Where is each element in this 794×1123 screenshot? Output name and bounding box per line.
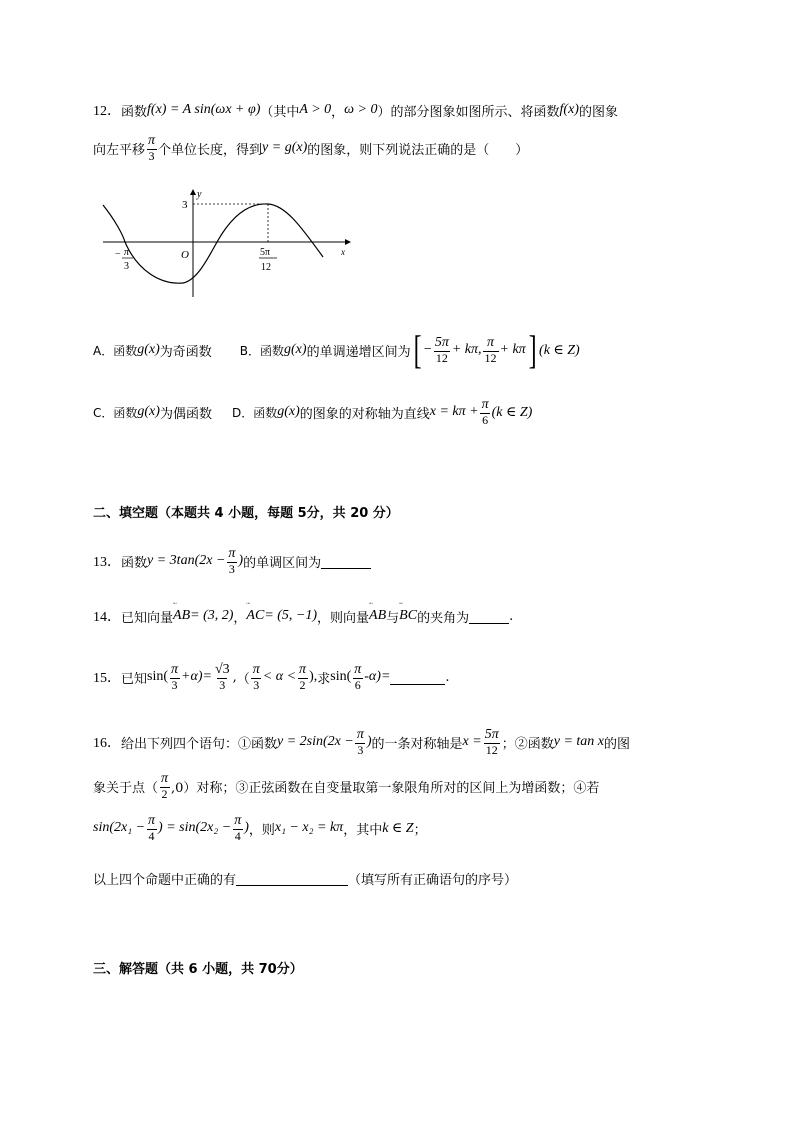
q14: 14． 已知向量 ᵕᵕ AB = (3, 2) ， ᵕᵕ AC = (5, −1) ，则向量 ᵕᵕ AB 与 ᵕᵕ BC 的夹角为 . (93, 606, 513, 626)
q15: 15． 已知 sin( $\frac{\pi}{3}$ +α)= $\frac{√3}{3}$ , （ $\frac{\pi}{3}$ < α < $\frac{\pi}{2}$ ), 求 sin( $\frac{\pi}{6}$ -α)= . (93, 662, 450, 692)
x-axis-arrow-icon (345, 239, 351, 245)
y-axis-arrow-icon (190, 189, 196, 195)
q16-line3: sin(2x₁ − $\frac{\pi}{4}$ ) = sin(2x₂ − $\frac{\pi}{4}$ ) ，则 x₁ − x₂ = kπ ，其中 k ∈ Z ； (93, 813, 427, 843)
options-cd: C．函数 g(x) 为偶函数 D．函数 g(x) 的图象的对称轴为直线 x = kπ + $\frac{\pi}{6}$ (k ∈ Z) (93, 397, 533, 427)
options-ab: A．函数 g(x) 为奇函数 B．函数 g(x) 的单调递增区间为 [ − $\frac{5\pi}{12}$ + kπ, $\frac{\pi}{12}$ + kπ ] (k ∈ Z) (93, 327, 580, 372)
q16-line2: 象关于点（ $\frac{\pi}{2}$ ,0）对称；③正弦函数在自变量取第一象限角所对的区间上为增函数；④若 (93, 771, 600, 801)
y-axis-label: y (197, 189, 202, 200)
section3-title: 三、解答题（共 6 小题，共 70分） (93, 962, 303, 977)
q13-answer-blank[interactable] (321, 554, 371, 569)
left-tick-num: π (124, 247, 130, 258)
sine-graph (95, 185, 365, 300)
q15-answer-blank[interactable] (390, 670, 445, 685)
left-tick-den: 3 (124, 261, 129, 272)
right-tick-den: 12 (261, 262, 271, 273)
q16-answer-blank[interactable] (236, 871, 348, 886)
q16-line4: 以上四个命题中正确的有 （填写所有正确语句的序号） (93, 873, 518, 888)
sine-curve (103, 204, 323, 283)
q12-line1: 12． 函数 f(x) = A sin(ωx + φ) （其中 A > 0 ， ω > 0 ）的部分图象如图所示、将函数 f(x) 的图象 (93, 102, 618, 120)
right-tick-num: 5π (260, 247, 271, 258)
y-max-label: 3 (182, 199, 188, 211)
q12-line2: 向左平移 $\frac{\pi}{3}$ 个单位长度，得到 y = g(x) 的图象，则下列说法正确的是（ ） (93, 133, 529, 163)
x-axis-label: x (341, 247, 345, 257)
left-tick-sign: − (115, 249, 121, 260)
q13: 13． 函数 y = 3tan(2x − $\frac{\pi}{3}$ ) 的单调区间为 (93, 547, 371, 575)
shift-fraction: $\frac{\pi}{3}$ (148, 133, 156, 163)
origin-label: O (181, 249, 189, 261)
q14-answer-blank[interactable] (469, 609, 509, 624)
section2-title: 二、填空题（本题共 4 小题，每题 5分，共 20 分） (93, 506, 399, 521)
q16-line1: 16． 给出下列四个语句：①函数 y = 2sin(2x − $\frac{\pi}{3}$ ) 的一条对称轴是 x = $\frac{5\pi}{12}$ ；②函数 y = tan x 的图 (93, 727, 631, 757)
